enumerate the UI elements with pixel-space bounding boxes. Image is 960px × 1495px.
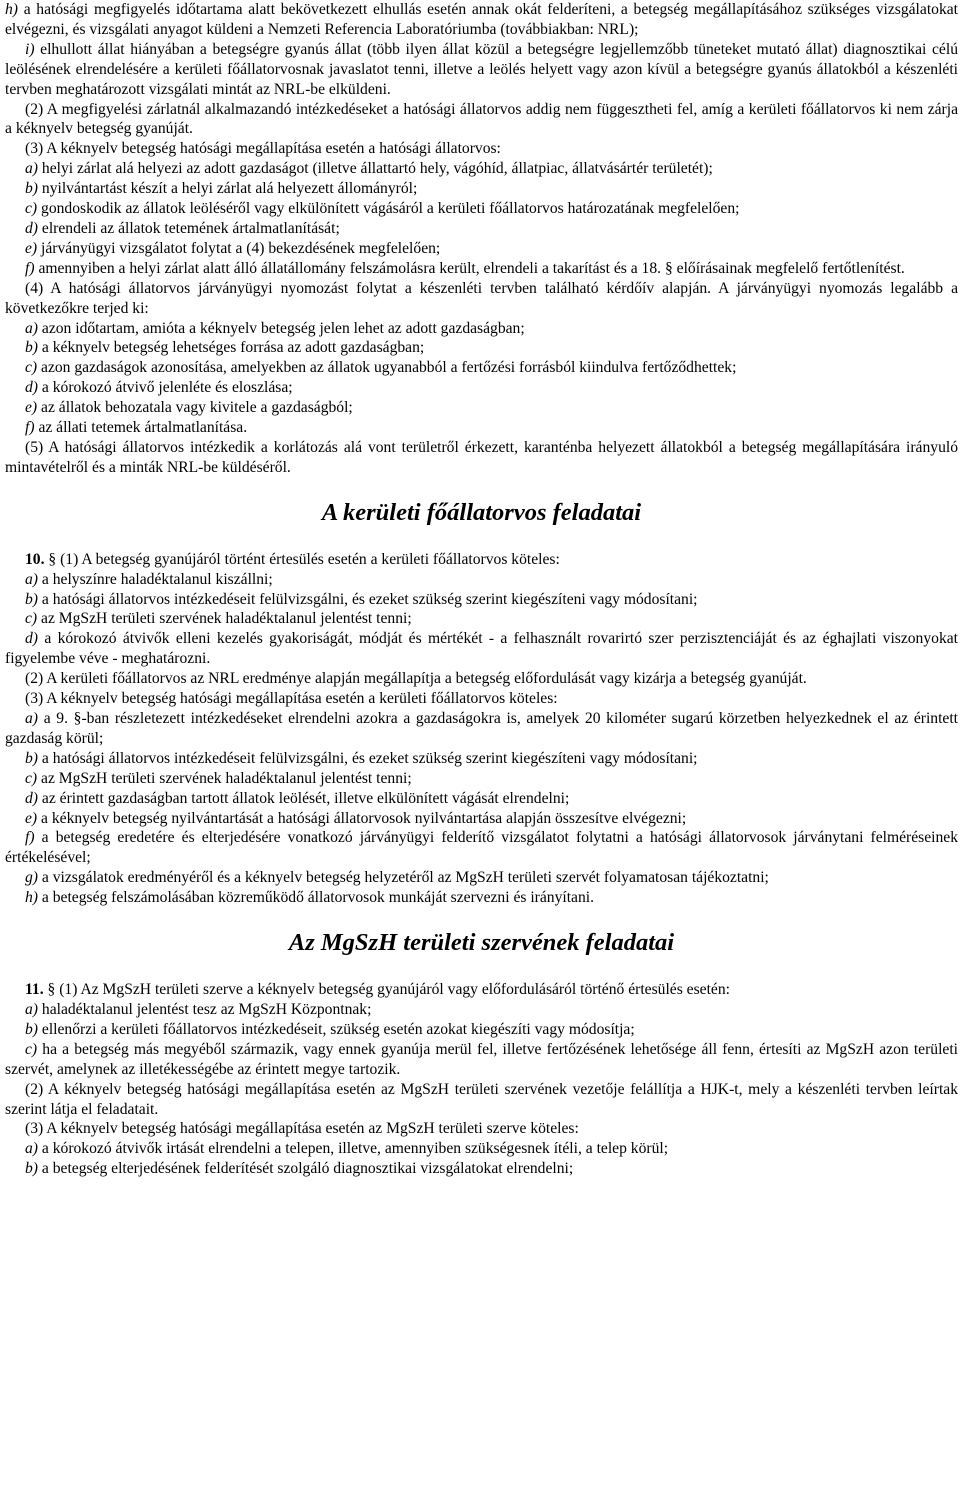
paragraph-text: a betegség elterjedésének felderítését szolgáló diagnosztikai vizsgálatokat elrendelni; [41,1160,574,1178]
paragraph-text: ha a betegség más megyéből származik, vagy ennek gyanúja merül fel, illetve fertőzésének lehetősége áll fenn, értesíti az MgSzH azon területi szervét, amelynek az illetékességébe az érintett megye tartozik. [5,1040,958,1078]
paragraph [5,570,958,590]
section-heading: Az MgSzH területi szervének feladatai [288,929,675,957]
paragraph [5,1000,958,1020]
paragraph-text: (5) A hatósági állatorvos intézkedik a korlátozás alá vont területről érkezett, karanténba helyezett állatokból a betegség megállapítására irányuló mintavételről és a minták NRL-be küldéséről. [5,438,958,476]
item-label: h) [25,889,38,907]
paragraph-text: a kéknyelv betegség lehetséges forrása az adott gazdaságban; [41,339,425,357]
item-label: a) [25,1140,38,1158]
paragraph [5,609,958,629]
paragraph [5,809,958,829]
paragraph [5,1080,958,1120]
paragraph-text: az MgSzH területi szervének haladéktalanul jelentést tenni; [41,769,412,787]
item-label: d) [25,630,38,648]
paragraph [5,139,958,159]
paragraph [5,629,958,669]
paragraph [5,980,958,1000]
item-label: f) [25,829,35,847]
item-label: a) [25,1000,38,1018]
paragraph-text: az MgSzH területi szervének haladéktalanul jelentést tenni; [41,610,412,628]
paragraph-text: (4) A hatósági állatorvos járványügyi nyomozást folytat a készenléti tervben található kérdőív alapján. A járványügyi nyomozás legalább a következőkre terjed ki: [5,279,958,317]
paragraph-text: az érintett gazdaságban tartott állatok leölését, illetve elkülönített vágását elrendelni; [41,789,570,807]
item-label: a) [25,570,38,588]
item-label: b) [25,180,38,198]
paragraph-text: a helyszínre haladéktalanul kiszállni; [41,570,273,588]
paragraph-text: a hatósági állatorvos intézkedéseit felülvizsgálni, és ezeket szükség szerint kiegészíteni vagy módosítani; [41,749,698,767]
item-label: d) [25,219,38,237]
item-label: d) [25,789,38,807]
item-label: b) [25,1020,38,1038]
paragraph [5,0,958,40]
item-label: c) [25,1040,38,1058]
paragraph [5,338,958,358]
item-label: d) [25,379,38,397]
paragraph-text: (2) A megfigyelési zárlatnál alkalmazandó intézkedéseket a hatósági állatorvos addig nem függesztheti fel, amíg a kerületi főállatorvos ki nem zárja a kéknyelv betegség gyanúját. [5,100,958,138]
paragraph [5,199,958,219]
paragraph [5,669,958,689]
paragraph-text: a hatósági megfigyelés időtartama alatt bekövetkezett elhullás esetén annak okát felderíteni, a betegség megállapításához szükséges vizsgálatokat elvégezni, és vizsgálati anyagot küldeni a Nemzeti Referencia Laboratóriumba (továbbiakban: NRL); [5,1,958,38]
paragraph-text: a hatósági állatorvos intézkedéseit felülvizsgálni, és ezeket szükség szerint kiegészíteni vagy módosítani; [41,590,698,608]
paragraph-text: azon időtartam, amióta a kéknyelv betegség jelen lehet az adott gazdaságban; [41,319,525,337]
paragraph-text: (3) A kéknyelv betegség hatósági megállapítása esetén a hatósági állatorvos: [25,140,501,158]
paragraph [5,259,958,279]
paragraph [5,550,958,570]
paragraph [5,1159,958,1179]
item-label: f) [25,419,35,437]
paragraph [5,1139,958,1159]
paragraph-text: (2) A kerületi főállatorvos az NRL eredménye alapján megállapítja a betegség előfordulását vagy kizárja a betegség gyanúját. [25,670,807,688]
paragraph [5,868,958,888]
item-label: b) [25,749,38,767]
paragraph-text: járványügyi vizsgálatot folytat a (4) bekezdésének megfelelően; [41,239,441,257]
paragraph [5,689,958,709]
item-label: g) [25,869,38,887]
paragraph-text: helyi zárlat alá helyezi az adott gazdaságot (illetve állattartó hely, vágóhíd, állatpiac, állatvásártér területét); [41,160,713,178]
paragraph-text: ellenőrzi a kerületi főállatorvos intézkedéseit, szükség esetén azokat kiegészíti vagy módosítja; [41,1020,635,1038]
paragraph [5,1020,958,1040]
paragraph [5,239,958,259]
item-label: h) [5,1,18,18]
paragraph-text: a kórokozó átvivő jelenléte és eloszlása; [41,379,293,397]
paragraph-text: a betegség felszámolásában közreműködő állatorvosok munkáját szervezni és irányítani. [41,889,594,907]
paragraph-text: a kórokozó átvivők irtását elrendelni a telepen, illetve, amennyiben szükségesnek ítéli, a telep körül; [41,1140,669,1158]
paragraph [5,40,958,100]
paragraph [5,709,958,749]
item-label: a) [25,710,38,727]
paragraph-text: § (1) Az MgSzH területi szerve a kéknyelv betegség gyanújáról vagy előfordulásáról történő értesülés esetén: [47,981,730,999]
paragraph [5,100,958,140]
item-label: b) [25,339,38,357]
item-label: b) [25,590,38,608]
section-number: 11. [25,981,44,999]
paragraph-text: a betegség eredetére és elterjedésére vonatkozó járványügyi felderítő vizsgálatot folytatni a hatósági állatorvosok járványtani felméréseinek értékelésével; [5,829,958,867]
item-label: c) [25,610,38,628]
paragraph [5,749,958,769]
paragraph [5,179,958,199]
paragraph [5,378,958,398]
item-label: b) [25,1160,38,1178]
paragraph [5,1040,958,1080]
paragraph-text: az állatok behozatala vagy kivitele a gazdaságból; [41,399,353,417]
paragraph-text: elrendeli az állatok tetemének ártalmatlanítását; [41,219,340,237]
paragraph [5,1119,958,1139]
section-heading: A kerületi főállatorvos feladatai [321,498,642,526]
paragraph [5,789,958,809]
paragraph [5,438,958,478]
item-label: f) [25,259,35,277]
paragraph-text: azon gazdaságok azonosítása, amelyekben az állatok ugyanabból a fertőzési forrásból kiindulva fertőződhettek; [41,359,737,377]
paragraph-text: § (1) A betegség gyanújáról történt értesülés esetén a kerületi főállatorvos köteles: [48,550,560,568]
item-label: e) [25,399,38,417]
paragraph [5,769,958,789]
paragraph [5,888,958,908]
section-number: 10. [25,550,45,568]
paragraph [5,319,958,339]
paragraph-text: nyilvántartást készít a helyi zárlat alá helyezett állományról; [41,180,418,198]
paragraph-text: a 9. §-ban részletezett intézkedéseket elrendelni azokra a gazdaságokra is, amelyek 20 kilométer sugarú körzetben helyezkednek el az érintett gazdaság körül; [5,710,959,747]
paragraph-text: haladéktalanul jelentést tesz az MgSzH Központnak; [41,1000,372,1018]
paragraph-text: gondoskodik az állatok leöléséről vagy elkülönített vágásáról a kerületi főállatorvos határozatának megfelelően; [41,200,740,218]
paragraph-text: (3) A kéknyelv betegség hatósági megállapítása esetén az MgSzH területi szerve köteles: [25,1120,579,1138]
paragraph-text: a vizsgálatok eredményéről és a kéknyelv betegség helyzetéről az MgSzH területi szervét folyamatosan tájékoztatni; [41,869,769,887]
paragraph-text: az állati tetemek ártalmatlanítása. [38,419,248,437]
item-label: a) [25,160,38,178]
document-page [5,0,958,1179]
item-label: e) [25,239,38,257]
paragraph [5,398,958,418]
item-label: c) [25,359,38,377]
paragraph-text: a kéknyelv betegség nyilvántartását a hatósági állatorvosok nyilvántartása alapján összesítve elvégezni; [41,809,687,827]
paragraph-text: (2) A kéknyelv betegség hatósági megállapítása esetén az MgSzH területi szervének vezetője felállítja a HJK-t, mely a készenléti tervben leírtak szerint látja el feladatait. [5,1080,958,1118]
item-label: c) [25,200,38,218]
paragraph [5,159,958,179]
item-label: e) [25,809,38,827]
paragraph [5,219,958,239]
item-label: c) [25,769,38,787]
item-label: a) [25,319,38,337]
item-label: i) [25,40,35,58]
paragraph-text: amennyiben a helyi zárlat alatt álló állatállomány felszámolásra került, elrendeli a takarítást és a 18. § előírásainak megfelelő fertőtlenítést. [38,259,905,277]
paragraph [5,418,958,438]
paragraph [5,590,958,610]
paragraph [5,358,958,378]
paragraph-text: (3) A kéknyelv betegség hatósági megállapítása esetén a kerületi főállatorvos köteles: [25,690,558,708]
paragraph-text: elhullott állat hiányában a betegségre gyanús állat (több ilyen állat közül a betegségre legjellemzőbb tüneteket mutató állat) diagnosztikai célú leölésének elrendelésére a kerületi főállatorvosnak javaslatot tenni, illetve a leölés helyett vagy azon kívül a betegségre gyanús állatokból a készenléti tervben meghatározott vizsgálati mintát az NRL-be elküldeni. [5,40,958,98]
paragraph-text: a kórokozó átvivők elleni kezelés gyakoriságát, módját és mértékét - a felhasznált rovarirtó szer perzisztenciáját és az éghajlati viszonyokat figyelembe véve - meghatározni. [5,630,958,668]
paragraph [5,828,958,868]
paragraph [5,279,958,319]
